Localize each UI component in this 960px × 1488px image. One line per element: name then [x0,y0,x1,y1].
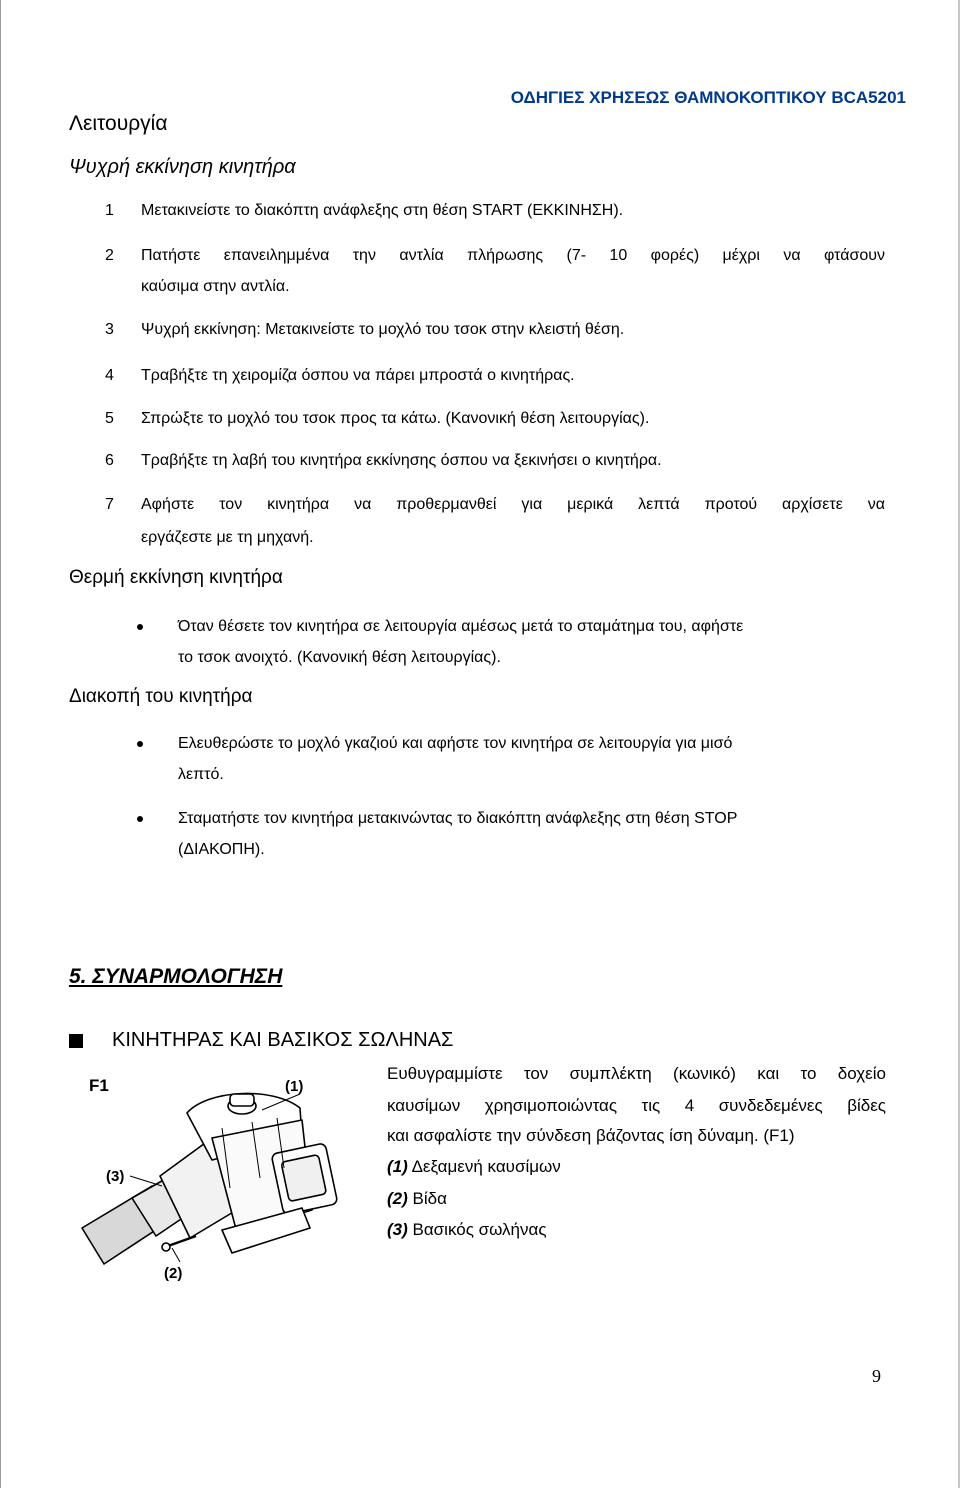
bullet-text: (ΔΙΑΚΟΠΗ). [178,841,265,858]
step-text: Σπρώξτε το μοχλό του τσοκ προς τα κάτω. (Κανονική θέση λειτουργίας). [141,410,650,427]
legend-label: (1) [387,1157,408,1176]
warm-start-title: Θερμή εκκίνηση κινητήρα [69,567,283,588]
page-number: 9 [872,1366,881,1386]
figure-title: F1 [89,1076,109,1095]
instruction-line: καυσίμων χρησιμοποιώντας τις 4 συνδεδεμένες βίδες [387,1096,886,1115]
document-header-title: ΟΔΗΓΙΕΣ ΧΡΗΣΕΩΣ ΘΑΜΝΟΚΟΠΤΙΚΟΥ BCA5201 [510,88,906,107]
step-text: Αφήστε τον κινητήρα να προθερμανθεί για μερικά λεπτά προτού αρχίσετε να [141,496,885,513]
instruction-line: και ασφαλίστε την σύνδεση βάζοντας ίση δύναμη. (F1) [387,1126,795,1145]
bullet-dot-icon [137,741,143,747]
step-number: 3 [105,321,114,338]
figure-callout-3: (3) [106,1168,125,1185]
figure-callout-1: (1) [285,1078,304,1095]
engine-shaft-subsection-title: ΚΙΝΗΤΗΡΑΣ ΚΑΙ ΒΑΣΙΚΟΣ ΣΩΛΗΝΑΣ [112,1029,454,1051]
legend-text: Δεξαμενή καυσίμων [411,1157,561,1176]
assembly-section-title: 5. ΣΥΝΑΡΜΟΛΟΓΗΣΗ [69,965,283,988]
bullet-text: Σταματήστε τον κινητήρα μετακινώντας το διακόπτη ανάφλεξης στη θέση STOP [178,810,738,827]
step-number: 6 [105,452,114,469]
engine-drawing-icon [72,1068,372,1298]
bullet-text: το τσοκ ανοιχτό. (Κανονική θέση λειτουργίας). [178,649,501,666]
legend-text: Βασικός σωλήνας [412,1220,547,1239]
step-number: 7 [105,496,114,513]
instruction-line: Ευθυγραμμίστε τον συμπλέκτη (κωνικό) και το δοχείο [387,1064,886,1083]
bullet-text: Ελευθερώστε το μοχλό γκαζιού και αφήστε τον κινητήρα σε λειτουργία για μισό [178,735,733,752]
step-text: Ψυχρή εκκίνηση: Μετακινείστε το μοχλό του τσοκ στην κλειστή θέση. [141,321,625,338]
legend-item [387,1189,447,1209]
cold-start-title: Ψυχρή εκκίνηση κινητήρα [69,156,296,178]
step-text: Πατήστε επανειλημμένα την αντλία πλήρωσης (7- 10 φορές) μέχρι να φτάσουν [141,247,885,264]
step-text: Τραβήξτε τη λαβή του κινητήρα εκκίνησης όσπου να ξεκινήσει ο κινητήρα. [141,452,662,469]
step-number: 1 [105,202,114,219]
operation-section-title: Λειτουργία [69,112,168,135]
bullet-text: λεπτό. [178,766,224,783]
step-text: καύσιμα στην αντλία. [141,278,290,295]
legend-label: (2) [387,1189,408,1208]
step-text: Τραβήξτε τη χειρομίζα όσπου να πάρει μπροστά ο κινητήρας. [141,367,575,384]
step-text: Μετακινείστε το διακόπτη ανάφλεξης στη θέση START (ΕΚΚΙΝΗΣΗ). [141,202,624,219]
square-bullet-icon [69,1034,83,1048]
bullet-dot-icon [137,624,143,630]
legend-label: (3) [387,1220,408,1239]
step-text: εργάζεστε με τη μηχανή. [141,529,314,546]
bullet-dot-icon [137,816,143,822]
step-number: 4 [105,367,114,384]
legend-item [387,1220,547,1240]
figure-callout-2: (2) [164,1265,183,1282]
bullet-text: Όταν θέσετε τον κινητήρα σε λειτουργία αμέσως μετά το σταμάτημα του, αφήστε [178,618,744,635]
step-number: 5 [105,410,114,427]
step-number: 2 [105,247,114,264]
engine-assembly-figure [72,1068,372,1298]
page-left-edge [0,0,1,1488]
legend-text: Βίδα [412,1189,447,1208]
stop-engine-title: Διακοπή του κινητήρα [69,686,253,707]
legend-item [387,1157,561,1177]
